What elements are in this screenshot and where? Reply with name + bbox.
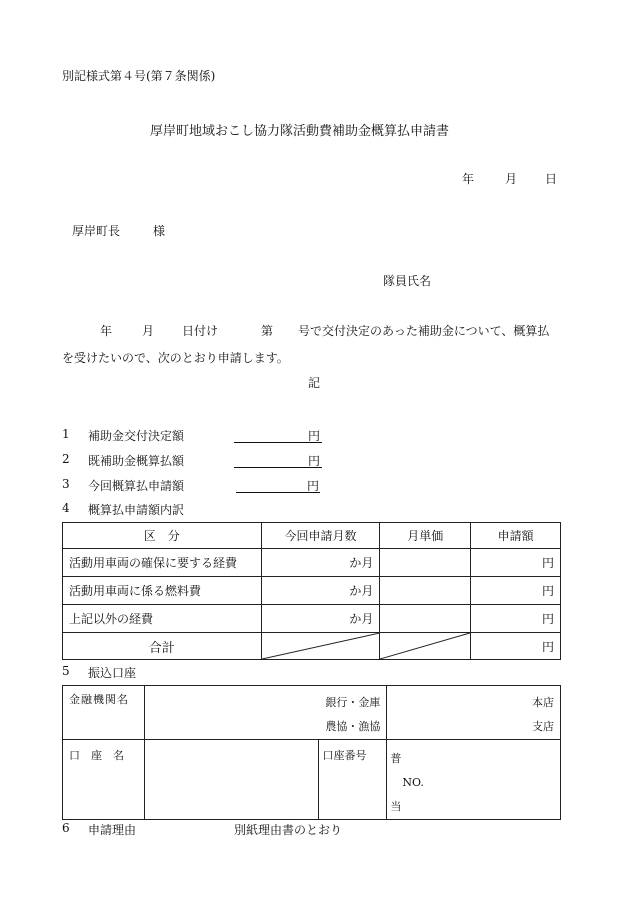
account-number-label: 口座番号 — [319, 740, 387, 820]
total-unit-price-crossed — [380, 633, 471, 660]
total-row — [63, 633, 561, 660]
body-day: 日付け — [182, 324, 219, 338]
section-label: 振込口座 — [88, 666, 137, 680]
account-no: NO. — [402, 776, 424, 789]
row-amount: 円 — [471, 605, 561, 633]
total-months-crossed — [261, 633, 380, 660]
row-unit-price — [380, 577, 471, 605]
row-unit-price — [380, 549, 471, 577]
section-label: 申請理由 — [88, 823, 137, 837]
row-amount: 円 — [471, 577, 561, 605]
diagonal-line — [262, 633, 380, 659]
header-months: 今回申請月数 — [261, 523, 380, 549]
head-office: 本店 — [532, 696, 554, 709]
account-name-label: 口 座 名 — [63, 740, 145, 820]
applicant-label: 隊員氏名 — [383, 274, 432, 288]
addressee-honorific: 様 — [153, 224, 166, 238]
item-unit: 円 — [307, 479, 320, 493]
date-month: 月 — [505, 172, 518, 186]
section-number: 6 — [62, 821, 70, 835]
row-category: 上記以外の経費 — [63, 605, 262, 633]
table-row — [63, 577, 561, 605]
addressee-name: 厚岸町長 — [72, 224, 121, 238]
section-number: 5 — [62, 664, 70, 678]
header-category: 区 分 — [63, 523, 262, 549]
section-label: 概算払申請額内訳 — [88, 503, 185, 517]
futsu: 普 — [390, 752, 402, 765]
branch: 支店 — [532, 720, 554, 733]
coop-kinds: 農協・漁協 — [325, 720, 381, 733]
row-category: 活動用車両の確保に要する経費 — [63, 549, 262, 577]
row-category: 活動用車両に係る燃料費 — [63, 577, 262, 605]
reason-value: 別紙理由書のとおり — [234, 823, 343, 837]
header-unit-price: 月単価 — [380, 523, 471, 549]
touza: 当 — [390, 800, 402, 813]
bank-account-table — [62, 685, 561, 820]
institution-kinds — [144, 686, 386, 740]
item-number: 2 — [62, 452, 70, 466]
item-number: 3 — [62, 477, 70, 491]
body-month: 月 — [142, 324, 155, 338]
account-type — [387, 740, 561, 820]
body-dai: 第 — [261, 324, 274, 338]
table-row — [63, 605, 561, 633]
form-number: 別記様式第４号(第７条関係) — [62, 69, 216, 83]
bank-kinds: 銀行・金庫 — [325, 696, 381, 709]
header-amount: 申請額 — [471, 523, 561, 549]
body-year: 年 — [100, 324, 113, 338]
section-number: 4 — [62, 501, 70, 515]
row-amount: 円 — [471, 549, 561, 577]
body-line2: を受けたいので、次のとおり申請します。 — [62, 351, 289, 365]
item-label: 今回概算払申請額 — [88, 479, 185, 493]
item-unit: 円 — [308, 429, 321, 443]
table-header-row — [63, 523, 561, 549]
item-label: 既補助金概算払額 — [88, 454, 185, 468]
table-row — [63, 549, 561, 577]
total-amount: 円 — [471, 633, 561, 660]
diagonal-line — [380, 633, 470, 659]
row-unit-price — [380, 605, 471, 633]
institution-label: 金融機関名 — [63, 686, 145, 740]
row-months: か月 — [261, 549, 380, 577]
office-kinds — [387, 686, 561, 740]
page-title: 厚岸町地域おこし協力隊活動費補助金概算払申請書 — [150, 124, 450, 139]
breakdown-table — [62, 522, 561, 660]
ki-label: 記 — [308, 376, 321, 390]
date-day: 日 — [545, 172, 558, 186]
item-label: 補助金交付決定額 — [88, 429, 185, 443]
row-months: か月 — [261, 577, 380, 605]
total-label: 合計 — [63, 633, 262, 660]
item-unit: 円 — [308, 454, 321, 468]
date-year: 年 — [462, 172, 475, 186]
bank-institution-row — [63, 686, 561, 740]
account-name-value — [144, 740, 319, 820]
body-rest: 号で交付決定のあった補助金について、概算払 — [298, 324, 550, 338]
bank-account-row — [63, 740, 561, 820]
item-number: 1 — [62, 427, 70, 441]
row-months: か月 — [261, 605, 380, 633]
